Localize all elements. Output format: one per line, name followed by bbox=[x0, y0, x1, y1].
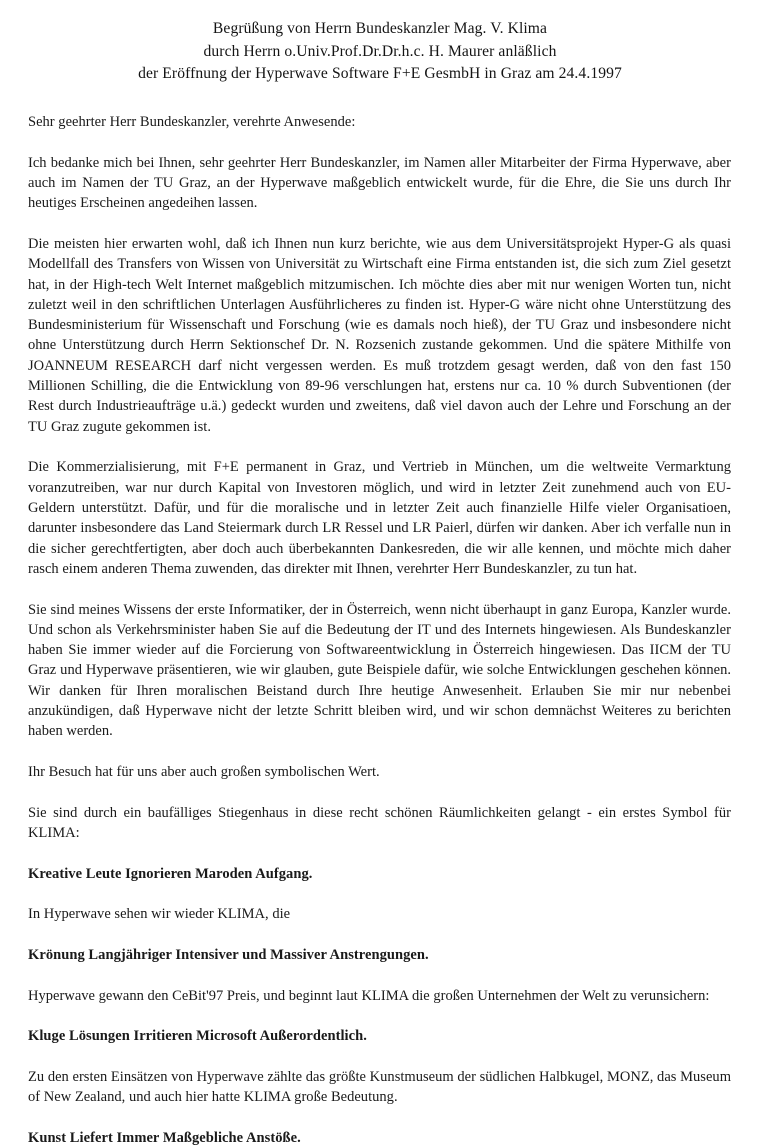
paragraph-commercialization: Die Kommerzialisierung, mit F+E permanent in Graz, und Vertrieb in München, um die weltweite Vermarktung voranzutreiben, war nur durch Kapital von Investoren möglich, und wird in letzter Zeit zunehmend auch von EU-Geldern unterstützt. Dafür, und für die moralische und in letzter Zeit auch finanzielle Hilfe vieler Organisatioen, darunter insbesondere das Land Steiermark durch LR Ressel und LR Paierl, dürfen wir danken. Aber ich verfalle nun in die sicher gerechtfertigten, aber doch auch überbekannten Dankesreden, die wir alle kennen, und möchte mich daher rasch einem anderen Thema zuwenden, das direkter mit Ihnen, verehrter Herr Bundeskanzler, zu tun hat. bbox=[28, 459, 731, 577]
paragraph-thanks: Ich bedanke mich bei Ihnen, sehr geehrter Herr Bundeskanzler, im Namen aller Mitarbeiter der Firma Hyperwave, aber auch im Namen der TU Graz, an der Hyperwave maßgeblich entwickelt wurde, für die Ehre, die Sie uns durch Ihr heutiges Erscheinen angedeihen lassen. bbox=[28, 154, 731, 212]
paragraph-stairway-symbol: Sie sind durch ein baufälliges Stiegenhaus in diese recht schönen Räumlichkeiten gelangt - ein erstes Symbol für KLIMA: bbox=[28, 804, 731, 841]
document-title bbox=[0, 18, 760, 86]
title-line-1: Begrüßung von Herrn Bundeskanzler Mag. V. Klima bbox=[212, 20, 548, 37]
paragraph-klima-lead-in: In Hyperwave sehen wir wieder KLIMA, die bbox=[28, 906, 291, 923]
acronym-line-aufgang: Kreative Leute Ignorieren Maroden Aufgang. bbox=[28, 865, 313, 882]
acronym-line-kunst: Kunst Liefert Immer Maßgebliche Anstöße. bbox=[28, 1130, 301, 1147]
paragraph-salutation: Sehr geehrter Herr Bundeskanzler, verehrte Anwesende: bbox=[28, 114, 356, 130]
title-line-3: der Eröffnung der Hyperwave Software F+E GesmbH in Graz am 24.4.1997 bbox=[138, 65, 622, 82]
paragraph-cebit-prize: Hyperwave gewann den CeBit'97 Preis, und beginnt laut KLIMA die großen Unternehmen der Welt zu verunsichern: bbox=[28, 987, 710, 1004]
paragraph-hyper-g-history: Die meisten hier erwarten wohl, daß ich Ihnen nun kurz berichte, wie aus dem Universitätsprojekt Hyper-G als quasi Modellfall des Transfers von Wissen von Universität zu Wirtschaft eine Firma entstanden ist, die sich zum Ziel gesetzt hat, in der High-tech Welt Internet maßgeblich mitzumischen. Ich möchte dies aber mit nur wenigen Worten tun, nicht zuletzt weil in den schriftlichen Unterlagen Ausführlicheres zu finden ist. Hyper-G wäre nicht ohne Unterstützung des Bundesministerium für Wissenschaft und Forschung (wie es damals noch hieß), der TU Graz und insbesondere nicht ohne Unterstützung durch Herrn Sektionschef Dr. N. Rozsenich zustande gekommen. Und die spätere Mithilfe von JOANNEUM RESEARCH darf nicht vergessen werden. Es muß trotzdem gesagt werden, daß von den fast 150 Millionen Schilling, die die Entwicklung von 89-96 verschlungen hat, erstens nur ca. 10 % durch Subventionen (der Rest durch Industrieaufträge u.ä.) gedeckt wurden und zweitens, daß viel davon auch der Lehre und Forschung an der TU Graz zugute gekommen ist. bbox=[28, 235, 731, 435]
title-line-2: durch Herrn o.Univ.Prof.Dr.Dr.h.c. H. Maurer anläßlich bbox=[203, 42, 557, 60]
paragraph-symbolic-value: Ihr Besuch hat für uns aber auch großen symbolischen Wert. bbox=[28, 763, 380, 780]
paragraph-monz-museum: Zu den ersten Einsätzen von Hyperwave zählte das größte Kunstmuseum der südlichen Halbkugel, MONZ, das Museum of New Zealand, und auch hier hatte KLIMA große Bedeutung. bbox=[28, 1069, 731, 1106]
paragraph-first-informatiker: Sie sind meines Wissens der erste Informatiker, der in Österreich, wenn nicht überhaupt in ganz Europa, Kanzler wurde. Und schon als Verkehrsminister haben Sie auf die Bedeutung der IT und des Internets hingewiesen. Als Bundeskanzler haben Sie immer wieder auf die Forcierung von Softwareentwicklung in Österreich hingewiesen. Das IICM der TU Graz und Hyperwave präsentieren, wie wir glauben, gute Beispiele dafür, wie solche Entwicklungen geschehen können. Wir danken für Ihren moralischen Beistand durch Ihre heutige Anwesenheit. Erlauben Sie mir nur nebenbei anzukündigen, daß Hyperwave nicht der letzte Schritt bleiben wird, und wir schon demnächst Weiteres zu berichten haben werden. bbox=[28, 601, 731, 740]
document-body bbox=[28, 112, 731, 1148]
acronym-line-microsoft: Kluge Lösungen Irritieren Microsoft Außerordentlich. bbox=[28, 1028, 367, 1045]
acronym-line-kroenung: Krönung Langjähriger Intensiver und Massiver Anstrengungen. bbox=[28, 947, 429, 964]
